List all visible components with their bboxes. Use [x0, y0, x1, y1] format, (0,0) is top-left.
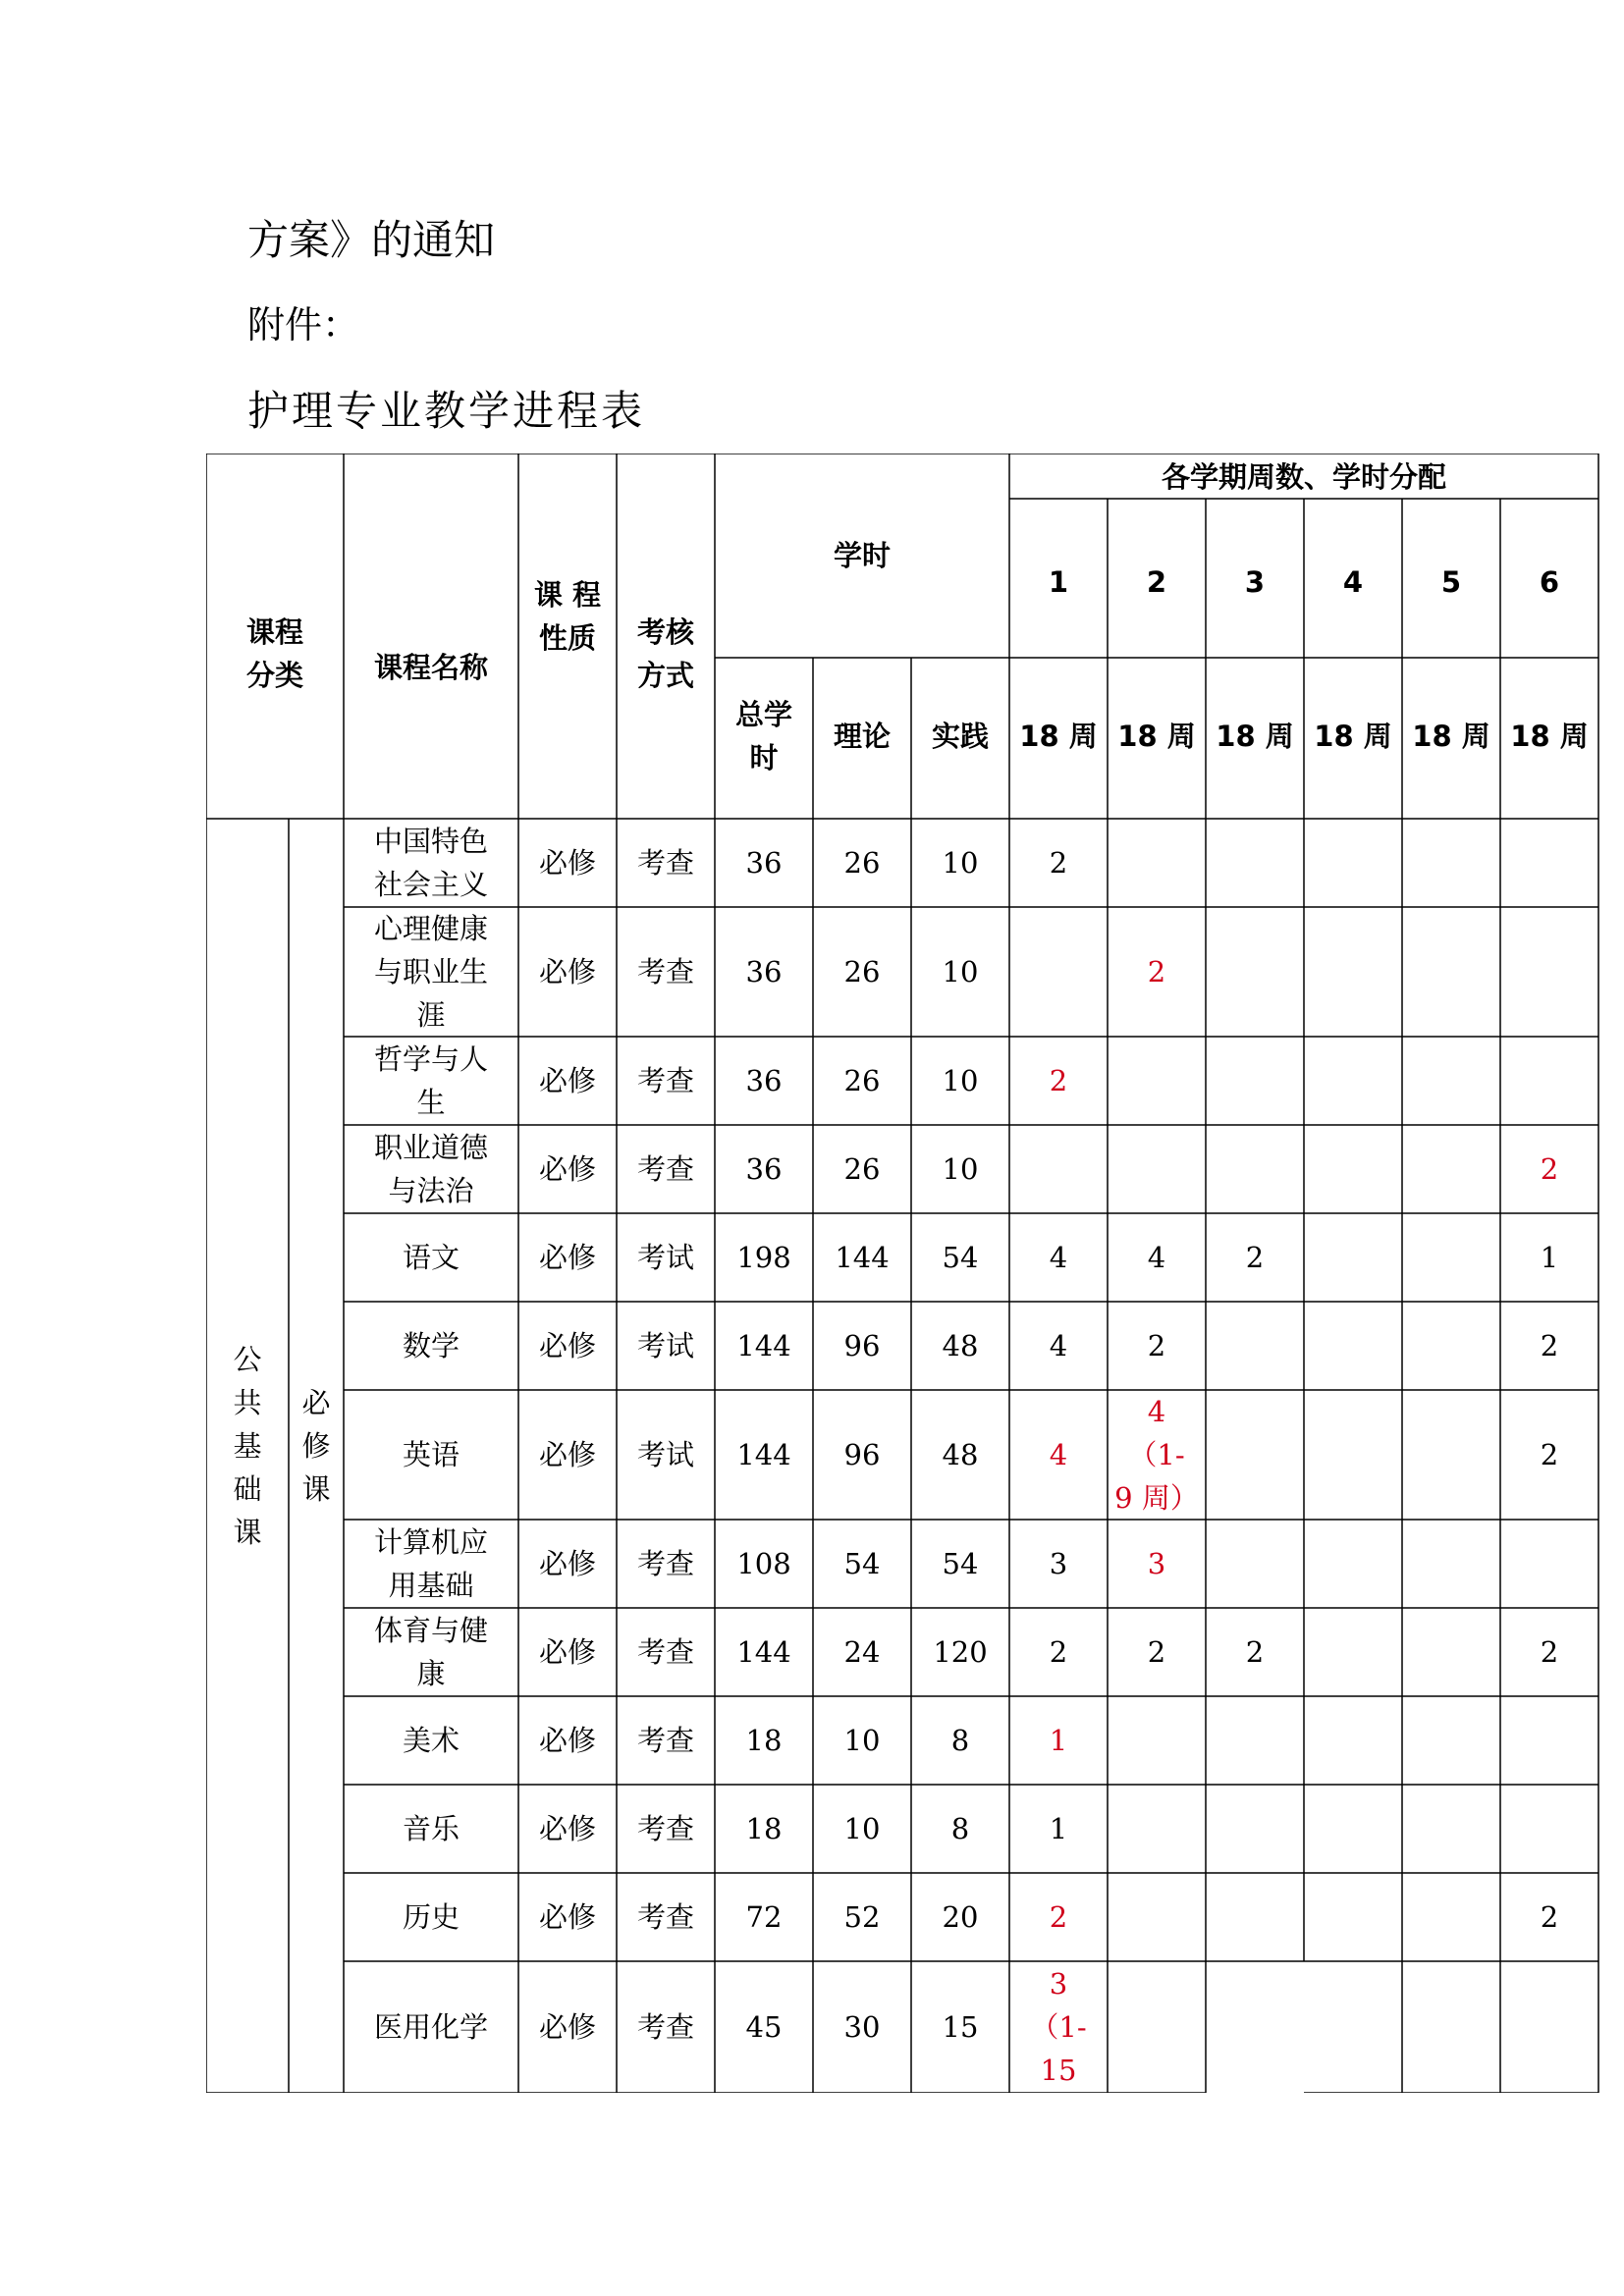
course-practice-hours: 20 [942, 1900, 979, 1934]
notice-title-fragment: 方案》的通知 [247, 216, 496, 264]
course-name: 数学 [402, 1329, 460, 1362]
semester-1-hours: 4 [1049, 1329, 1068, 1362]
table-title: 护理专业教学进程表 [247, 387, 646, 435]
course-practice-hours: 10 [942, 955, 979, 988]
course-theory-hours: 30 [843, 2010, 881, 2044]
course-assessment: 考查 [636, 955, 695, 988]
course-total-hours: 36 [745, 846, 783, 880]
course-nature: 必修 [538, 1329, 597, 1362]
course-practice-hours: 54 [942, 1547, 979, 1580]
course-theory-hours: 52 [843, 1900, 881, 1934]
semester-2-hours: 4 [1147, 1395, 1166, 1428]
course-total-hours: 45 [745, 2010, 783, 2044]
course-name: 与职业生 [373, 955, 489, 988]
semester-3-hours: 2 [1245, 1635, 1265, 1669]
semester-1-hours: 15 [1040, 2054, 1077, 2087]
semester-2-hours: 4 [1147, 1241, 1166, 1274]
course-theory-hours: 26 [843, 1152, 881, 1186]
header-hours: 学时 [833, 539, 892, 572]
teaching-schedule-table [206, 454, 1600, 2097]
header-practice: 实践 [931, 720, 990, 753]
header-semester-allocation: 各学期周数、学时分配 [1161, 460, 1447, 494]
table-grid [206, 454, 1600, 2093]
semester-1-hours: （1- [1030, 2010, 1087, 2044]
course-practice-hours: 10 [942, 1152, 979, 1186]
semester-6-hours: 2 [1540, 1635, 1559, 1669]
course-nature: 必修 [538, 1438, 597, 1471]
course-total-hours: 108 [736, 1547, 791, 1580]
semester-2-hours: 2 [1147, 1329, 1166, 1362]
course-name: 涯 [416, 998, 446, 1032]
course-assessment: 考试 [636, 1438, 695, 1471]
course-nature: 必修 [538, 846, 597, 880]
semester-6-hours: 2 [1540, 1438, 1559, 1471]
course-nature: 必修 [538, 2010, 597, 2044]
course-nature: 必修 [538, 1547, 597, 1580]
course-name: 康 [416, 1657, 446, 1690]
course-practice-hours: 15 [942, 2010, 979, 2044]
header-theory: 理论 [833, 720, 892, 753]
course-nature: 必修 [538, 1812, 597, 1845]
header-weeks-semester-1: 18 周 [1019, 720, 1098, 753]
header-total-hours: 总学 [734, 698, 793, 731]
course-assessment: 考试 [636, 1241, 695, 1274]
header-semester-4: 4 [1342, 565, 1364, 599]
course-theory-hours: 26 [843, 1064, 881, 1097]
course-theory-hours: 24 [843, 1635, 881, 1669]
course-name: 职业道德 [373, 1131, 489, 1164]
category-public-basic: 课 [233, 1516, 262, 1549]
course-theory-hours: 26 [843, 955, 881, 988]
course-total-hours: 18 [745, 1724, 783, 1757]
course-name: 生 [416, 1086, 446, 1119]
course-name: 哲学与人 [373, 1042, 489, 1076]
category-public-basic: 公 [233, 1343, 262, 1376]
course-total-hours: 36 [745, 1152, 783, 1186]
course-assessment: 考查 [636, 1152, 695, 1186]
semester-6-hours: 2 [1540, 1152, 1559, 1186]
course-name: 美术 [402, 1724, 460, 1757]
semester-1-hours: 2 [1049, 846, 1068, 880]
header-category: 分类 [245, 659, 304, 692]
semester-1-hours: 2 [1049, 1064, 1068, 1097]
semester-2-hours: 3 [1147, 1547, 1166, 1580]
course-practice-hours: 10 [942, 846, 979, 880]
course-total-hours: 144 [736, 1329, 791, 1362]
course-total-hours: 144 [736, 1635, 791, 1669]
course-total-hours: 198 [736, 1241, 791, 1274]
semester-2-hours: （1- [1128, 1438, 1185, 1471]
category-public-basic: 共 [233, 1386, 262, 1419]
semester-1-hours: 3 [1049, 1547, 1068, 1580]
header-assessment: 考核 [636, 615, 695, 649]
category-public-basic: 基 [233, 1429, 262, 1463]
course-assessment: 考查 [636, 1812, 695, 1845]
header-semester-5: 5 [1440, 565, 1462, 599]
course-name: 与法治 [388, 1174, 474, 1207]
semester-1-hours: 1 [1049, 1724, 1068, 1757]
header-course-nature: 性质 [538, 621, 597, 655]
category-public-basic: 础 [233, 1472, 262, 1506]
header-assessment: 方式 [636, 659, 695, 692]
category-compulsory: 课 [301, 1472, 331, 1506]
course-assessment: 考查 [636, 1635, 695, 1669]
course-total-hours: 36 [745, 955, 783, 988]
course-assessment: 考查 [636, 1547, 695, 1580]
semester-1-hours: 1 [1049, 1812, 1068, 1845]
attachment-label: 附件： [247, 303, 360, 347]
course-nature: 必修 [538, 1900, 597, 1934]
course-name: 语文 [402, 1241, 460, 1274]
course-name: 音乐 [402, 1812, 460, 1845]
semester-1-hours: 4 [1049, 1438, 1068, 1471]
semester-6-hours: 1 [1540, 1241, 1559, 1274]
header-semester-2: 2 [1146, 565, 1167, 599]
header-total-hours: 时 [749, 741, 779, 774]
semester-2-hours: 9 周） [1114, 1481, 1199, 1515]
header-category: 课程 [245, 615, 304, 649]
course-practice-hours: 48 [942, 1329, 979, 1362]
header-weeks-semester-3: 18 周 [1216, 720, 1294, 753]
header-semester-1: 1 [1048, 565, 1069, 599]
header-weeks-semester-5: 18 周 [1412, 720, 1490, 753]
semester-3-hours: 2 [1245, 1241, 1265, 1274]
semester-2-hours: 2 [1147, 1635, 1166, 1669]
course-theory-hours: 26 [843, 846, 881, 880]
header-semester-6: 6 [1539, 565, 1560, 599]
course-total-hours: 18 [745, 1812, 783, 1845]
course-name: 心理健康 [373, 912, 489, 945]
course-theory-hours: 10 [843, 1724, 881, 1757]
course-theory-hours: 96 [843, 1438, 881, 1471]
semester-6-hours: 2 [1540, 1329, 1559, 1362]
semester-1-hours: 3 [1049, 1967, 1068, 2001]
course-nature: 必修 [538, 1635, 597, 1669]
course-practice-hours: 48 [942, 1438, 979, 1471]
course-name: 用基础 [388, 1569, 474, 1602]
course-nature: 必修 [538, 1241, 597, 1274]
course-name: 医用化学 [373, 2010, 489, 2044]
course-assessment: 考查 [636, 2010, 695, 2044]
course-total-hours: 72 [745, 1900, 783, 1934]
course-theory-hours: 96 [843, 1329, 881, 1362]
course-name: 社会主义 [373, 868, 489, 901]
course-name: 中国特色 [373, 825, 489, 858]
course-assessment: 考查 [636, 1064, 695, 1097]
semester-2-hours: 2 [1147, 955, 1166, 988]
course-nature: 必修 [538, 955, 597, 988]
course-practice-hours: 120 [933, 1635, 988, 1669]
course-theory-hours: 54 [843, 1547, 881, 1580]
header-weeks-semester-2: 18 周 [1117, 720, 1196, 753]
course-theory-hours: 10 [843, 1812, 881, 1845]
header-course-nature: 课 程 [533, 578, 602, 612]
course-practice-hours: 8 [950, 1812, 970, 1845]
course-name: 英语 [402, 1438, 460, 1471]
header-course-name: 课程名称 [373, 651, 489, 684]
course-nature: 必修 [538, 1064, 597, 1097]
course-assessment: 考查 [636, 846, 695, 880]
course-assessment: 考查 [636, 1724, 695, 1757]
semester-6-hours: 2 [1540, 1900, 1559, 1934]
course-theory-hours: 144 [835, 1241, 890, 1274]
semester-1-hours: 2 [1049, 1635, 1068, 1669]
course-nature: 必修 [538, 1724, 597, 1757]
course-assessment: 考试 [636, 1329, 695, 1362]
semester-1-hours: 4 [1049, 1241, 1068, 1274]
course-total-hours: 144 [736, 1438, 791, 1471]
course-practice-hours: 8 [950, 1724, 970, 1757]
header-weeks-semester-4: 18 周 [1314, 720, 1392, 753]
header-semester-3: 3 [1244, 565, 1266, 599]
semester-1-hours: 2 [1049, 1900, 1068, 1934]
course-total-hours: 36 [745, 1064, 783, 1097]
course-name: 历史 [402, 1900, 460, 1934]
course-name: 体育与健 [373, 1614, 489, 1647]
category-compulsory: 修 [301, 1429, 331, 1463]
course-practice-hours: 10 [942, 1064, 979, 1097]
header-weeks-semester-6: 18 周 [1510, 720, 1589, 753]
category-compulsory: 必 [301, 1386, 331, 1419]
course-assessment: 考查 [636, 1900, 695, 1934]
course-name: 计算机应 [373, 1525, 489, 1559]
course-nature: 必修 [538, 1152, 597, 1186]
course-practice-hours: 54 [942, 1241, 979, 1274]
